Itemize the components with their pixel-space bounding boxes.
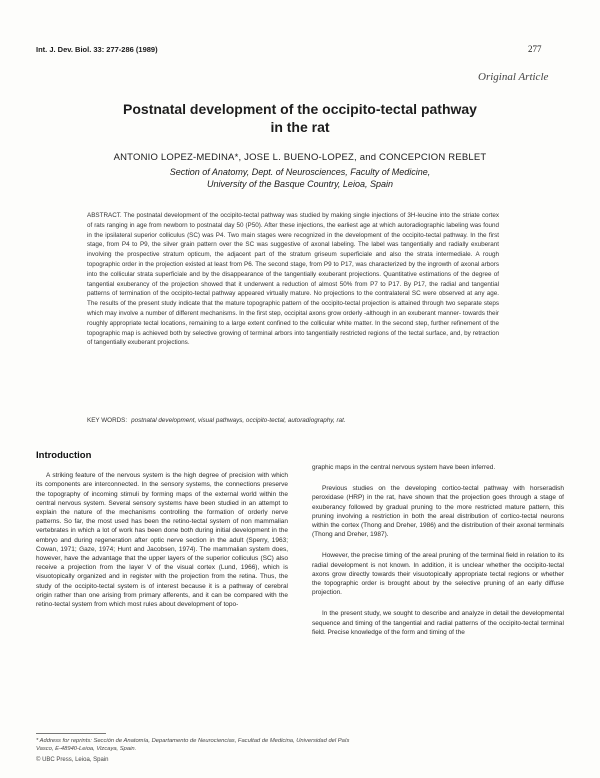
paragraph: graphic maps in the central nervous system have been inferred. — [312, 464, 496, 471]
footnote-divider — [36, 733, 106, 734]
footnote: * Address for reprints: Sección de Anatomía, Departamento de Neurociencias, Facultad de Medicina, Universidad del País Vasco, E-48940-Leioa, Vizcaya, Spain. — [36, 738, 350, 752]
copyright: © UBC Press, Leioa, Spain — [36, 757, 109, 763]
abstract: ABSTRACT. The postnatal development of the occipito-tectal pathway was studied by making single injections of 3H-leucine into the striate cortex of rats ranging in age from newborn to postnatal day 50 (P50). After these injections, the earliest age at which autoradiographic labeling was found in the ipsilateral superior colliculus (SC) was P4. Two main stages were recognized in the development of the occipito-tectal pathway. In the first stage, from P4 to P9, the silver grain pattern over the SC was suggestive of axonal labeling. The label was tangentially and radially exuberant involving the prospective stratum opticum, the adjacent part of the stratum griseum superficiale and also the strata intermediale. A rough topographic order in the projection existed at least from P6. The second stage, from P9 to P17, was characterized by the ingrowth of axonal arbors into the collicular strata superficiale and by the disappearance of the tangentially exuberant projections. Quantitative estimations of the degree of tangential exuberancy of the projection showed that it underwent a reduction of almost 50% from P7 to P17. By P17, the radial and tangential patterns of termination of the occipito-tectal pathway appeared virtually mature. No projections to the contralateral SC were observed at any age. The results of the present study indicate that the mature topographic pattern of the occipito-tectal projection is attained through two separate steps which may involve a number of different mechanisms. In the first step, occipital axons grow orderly -although in an exuberant manner- towards their roughly appropriate tectal locations, remaining to a large extent confined to the collicular white matter. In the second step, further refinement of the topographic map is achieved both by selective growing of terminal arbors into tangentially restricted regions of the tectal surface, and, by retraction of tangentially exuberant projections. — [87, 212, 499, 347]
affiliation-line-2: University of the Basque Country, Leioa, Spain — [207, 178, 393, 189]
article-type: Original Article — [478, 71, 549, 83]
keywords-text: postnatal development, visual pathways, occipito-tectal, autoradiography, rat. — [131, 417, 346, 424]
paper-title — [60, 101, 540, 136]
right-column — [312, 463, 564, 649]
authors: ANTONIO LOPEZ-MEDINA*, JOSE L. BUENO-LOPEZ, and CONCEPCION REBLET — [113, 152, 487, 163]
paragraph: In the present study, we sought to describe and analyze in detail the developmental sequence and timing of the tangential and radial patterns of the occipito-tectal terminal field. Precise knowledge of the form and timing of the — [312, 610, 564, 636]
section-heading-introduction: Introduction — [36, 450, 92, 461]
affiliation — [60, 167, 540, 190]
paragraph: However, the precise timing of the areal pruning of the terminal field in relation to its radial development is not known. In addition, it is unclear whether the occipito-tectal axons grow directly towards their visuotopically appropriate tectal regions or whether the topographic order is brought about by the selective pruning of an early diffuse projection. — [312, 552, 564, 597]
paragraph: A striking feature of the nervous system is the high degree of precision with which its components are interconnected. In the sensory systems, the connections preserve the topography of incoming stimuli by forming maps of the external world within the central nervous system. Several sensory systems have been studied in an attempt to explain the nature of the mechanisms controlling the formation of orderly nerve patterns. So far, the most used has been the retino-tectal system of non mammalian vertebrates in which a lot of work has been done both during initial development in the embryo and during regeneration after optic nerve section in the adult (Sperry, 1963; Cowan, 1971; Gaze, 1974; Hunt and Jacobsen, 1974). The mammalian system does, however, have the advantage that the upper layers of the superior colliculus (SC) also receive a projection from the layer V of the visual cortex (Lund, 1966), which is visuotopically organized and in register with the projection from the retina. Thus, the study of the occipito-tectal system is of interest because it is a pathway of cerebral origin rather than one arising from primary afferents, and it can be compared with the retino-tectal system from which most rules about development of topo- — [36, 472, 288, 609]
affiliation-line-1: Section of Anatomy, Dept. of Neurosciences, Faculty of Medicine, — [169, 167, 431, 177]
journal-reference: Int. J. Dev. Biol. 33: 277-286 (1989) — [36, 45, 158, 54]
left-column — [36, 451, 288, 621]
keywords — [87, 417, 499, 424]
keywords-label: KEY WORDS: — [87, 417, 128, 424]
title-line-1: Postnatal development of the occipito-tectal pathway — [123, 101, 477, 117]
page-number: 277 — [528, 44, 542, 54]
paragraph: Previous studies on the developing cortico-tectal pathway with horseradish peroxidase (HRP) in the rat, have shown that the projection goes through a stage of exuberancy followed by gradual pruning to the more restricted mature pattern, this pruning involving a restriction in both the areal distribution of cortico-tectal neurons within the cortex (Thong and Dreher, 1986) and the distribution of their axonal terminals (Thong and Dreher, 1987). — [312, 485, 564, 539]
title-line-2: in the rat — [270, 118, 330, 135]
